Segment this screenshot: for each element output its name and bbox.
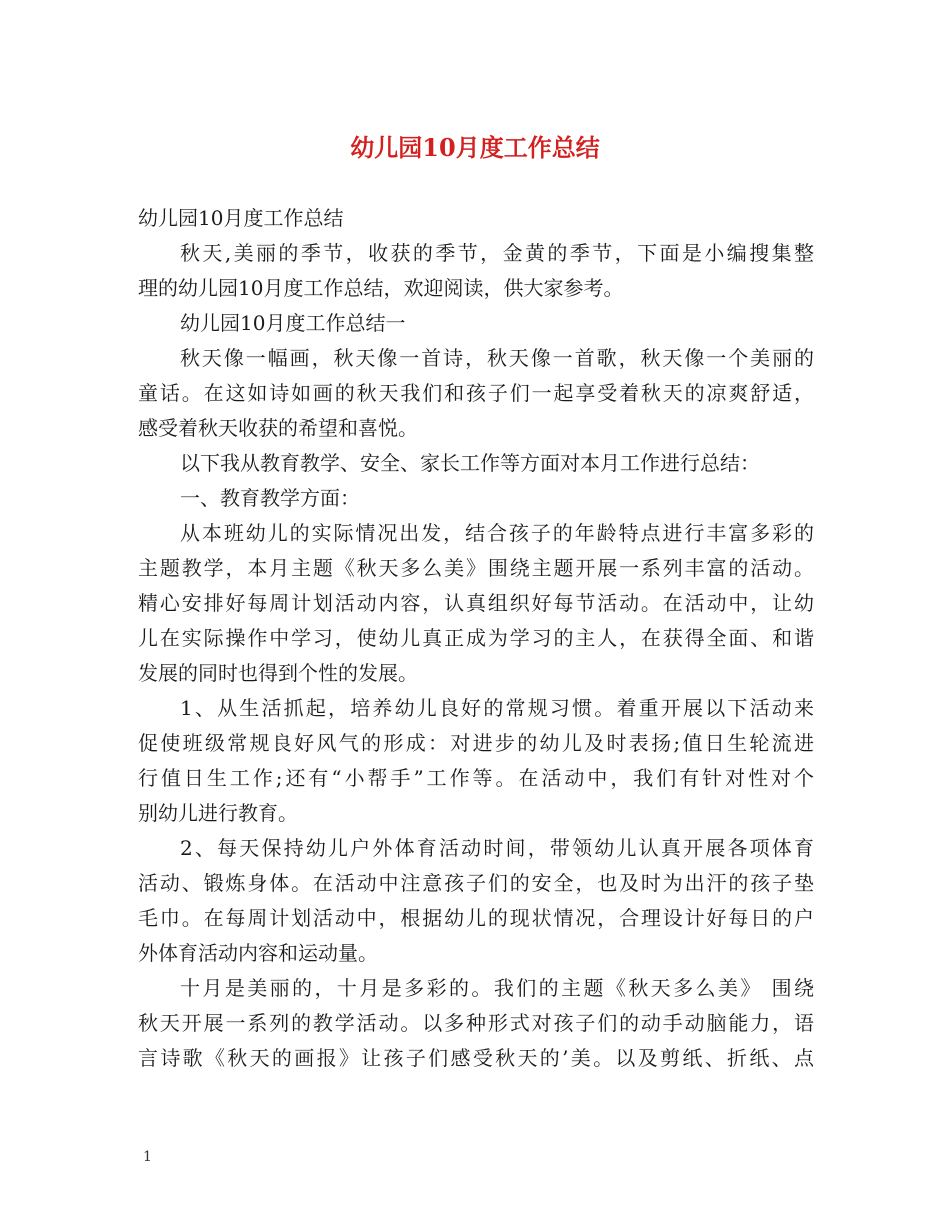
text-line: 言诗歌《秋天的画报》让孩子们感受秋天的’美。以及剪纸、折纸、点 <box>138 1046 814 1070</box>
text-line: 发展的同时也得到个性的发展。 <box>138 661 418 685</box>
text-line: 秋天像一幅画，秋天像一首诗，秋天像一首歌，秋天像一个美丽的 <box>180 346 814 370</box>
text-line: 从本班幼儿的实际情况出发，结合孩子的年龄特点进行丰富多彩的 <box>180 521 814 545</box>
text-line: 以下我从教育教学、安全、家长工作等方面对本月工作进行总结： <box>180 451 760 475</box>
page-number: 1 <box>143 1149 152 1165</box>
text-line: 童话。在这如诗如画的秋天我们和孩子们一起享受着秋天的凉爽舒适， <box>138 381 814 405</box>
text-line: 儿在实际操作中学习，使幼儿真正成为学习的主人，在获得全面、和谐 <box>138 626 814 650</box>
document-title: 幼儿园10月度工作总结 <box>350 133 600 162</box>
text-line: 幼儿园10月度工作总结一 <box>180 311 406 335</box>
text-line: 外体育活动内容和运动量。 <box>138 941 378 965</box>
text-line: 秋天,美丽的季节，收获的季节，金黄的季节，下面是小编搜集整 <box>180 241 814 265</box>
text-line: 感受着秋天收获的希望和喜悦。 <box>138 416 418 440</box>
text-line: 主题教学，本月主题《秋天多么美》围绕主题开展一系列丰富的活动。 <box>138 556 814 580</box>
text-line: 一、教育教学方面： <box>180 486 360 510</box>
text-line: 理的幼儿园10月度工作总结，欢迎阅读，供大家参考。 <box>138 276 624 300</box>
text-line: 别幼儿进行教育。 <box>138 801 298 825</box>
text-line: 幼儿园10月度工作总结 <box>138 206 344 230</box>
document-body <box>138 201 814 1076</box>
text-line: 精心安排好每周计划活动内容，认真组织好每节活动。在活动中，让幼 <box>138 591 814 615</box>
text-line: 促使班级常规良好风气的形成：对进步的幼儿及时表扬;值日生轮流进 <box>138 731 814 755</box>
text-line: 行值日生工作;还有“小帮手”工作等。在活动中，我们有针对性对个 <box>138 766 814 790</box>
text-line: 秋天开展一系列的教学活动。以多种形式对孩子们的动手动脑能力，语 <box>138 1011 814 1035</box>
text-line: 活动、锻炼身体。在活动中注意孩子们的安全，也及时为出汗的孩子垫 <box>138 871 814 895</box>
text-line: 2、每天保持幼儿户外体育活动时间，带领幼儿认真开展各项体育 <box>180 836 814 860</box>
text-line: 毛巾。在每周计划活动中，根据幼儿的现状情况，合理设计好每日的户 <box>138 906 814 930</box>
text-line: 1、从生活抓起，培养幼儿良好的常规习惯。着重开展以下活动来 <box>180 696 814 720</box>
text-line: 十月是美丽的，十月是多彩的。我们的主题《秋天多么美》 围绕 <box>180 976 814 1000</box>
